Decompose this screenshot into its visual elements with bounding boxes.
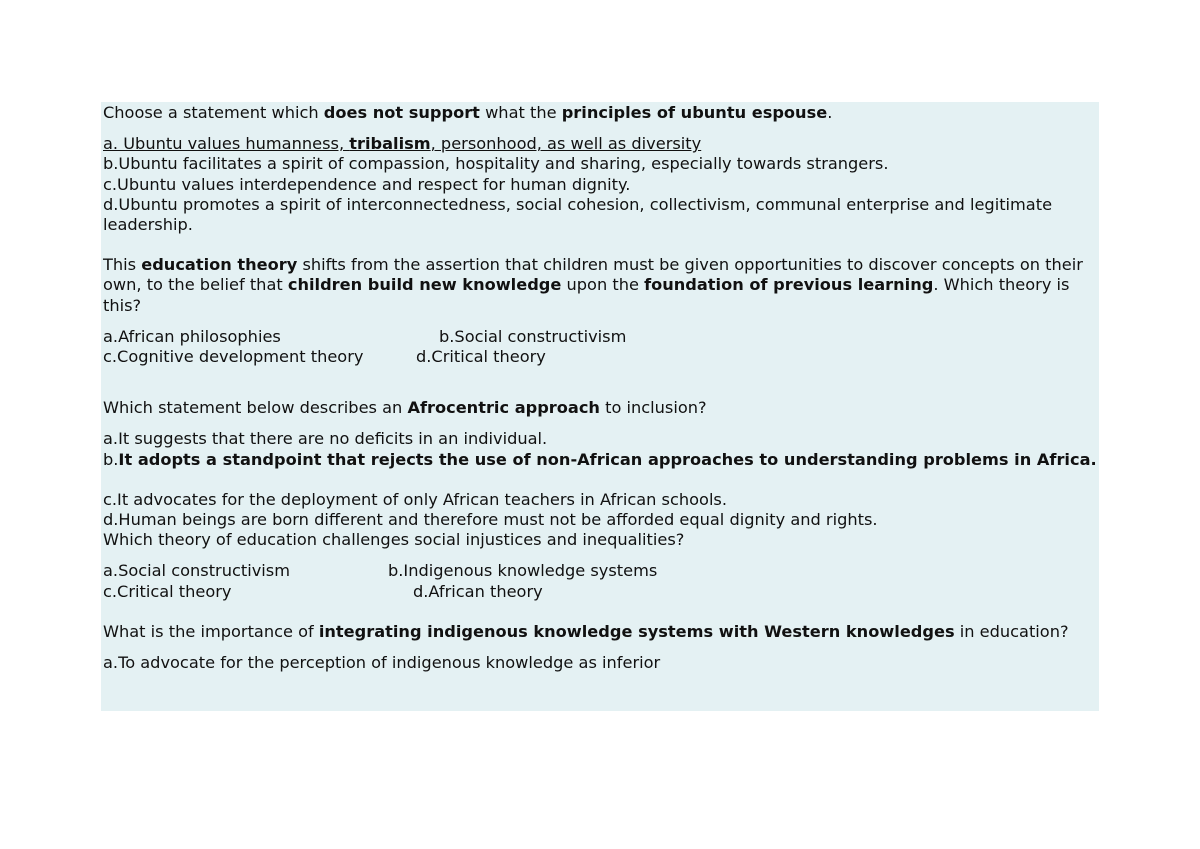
question-content: [103, 103, 1097, 673]
question-2-prompt: [103, 255, 1097, 316]
question-text: to inclusion?: [599, 398, 707, 418]
question-text: .: [827, 103, 833, 122]
question-emphasis: children build new knowledge: [287, 275, 562, 295]
question-3-option-c: c.It advocates for the deployment of only African teachers in African schools.: [103, 489, 728, 509]
option-text: b.: [103, 449, 119, 469]
question-text: in education?: [954, 621, 1069, 641]
question-3-option-a: a.It suggests that there are no deficits in an individual.: [103, 429, 548, 449]
question-emphasis: Afrocentric approach: [407, 398, 600, 418]
question-text: what the: [479, 103, 562, 122]
question-emphasis: foundation of previous learning: [644, 275, 934, 295]
question-1-option-b: b.Ubuntu facilitates a spirit of compassion, hospitality and sharing, especially towards strangers.: [103, 154, 889, 174]
option-text: a. Ubuntu values humanness,: [103, 134, 350, 154]
question-2-option-b: b.Social constructivism: [439, 326, 627, 346]
question-3-prompt: [103, 398, 1097, 418]
question-emphasis: does not support: [323, 103, 480, 122]
question-emphasis: principles of ubuntu espouse: [561, 103, 828, 122]
option-text: , personhood, as well as diversity: [430, 134, 702, 154]
question-4-option-d: d.African theory: [413, 581, 543, 601]
question-2-option-a: a.African philosophies: [103, 326, 281, 346]
question-2-options-row-2: [103, 347, 1097, 367]
question-3-option-b: [103, 450, 1097, 470]
question-1-prompt: [103, 103, 1097, 123]
question-text: . Which theory is this?: [103, 275, 1070, 315]
question-2-options-row-1: [103, 327, 1097, 347]
question-text: This: [103, 255, 142, 275]
question-4-prompt: Which theory of education challenges social injustices and inequalities?: [103, 530, 685, 550]
question-emphasis: education theory: [141, 255, 298, 275]
option-emphasis: It adopts a standpoint that rejects the use of non-African approaches to understanding problems in Africa.: [118, 449, 1097, 469]
question-1-option-a: [103, 134, 1097, 154]
question-1-option-c: c.Ubuntu values interdependence and respect for human dignity.: [103, 174, 631, 194]
question-4-option-c: c.Critical theory: [103, 581, 232, 601]
question-text: shifts from the assertion that children must be given opportunities to discover concepts on their own, to the belief that: [103, 255, 1083, 295]
question-2-option-d: d.Critical theory: [416, 347, 546, 367]
question-4-option-b: b.Indigenous knowledge systems: [388, 561, 658, 581]
question-4-options-row-2: [103, 582, 1097, 602]
question-5-prompt: [103, 622, 1097, 642]
question-text: Choose a statement which: [103, 103, 324, 122]
question-text: upon the: [561, 275, 645, 295]
question-emphasis: integrating indigenous knowledge systems with Western knowledges: [318, 621, 955, 641]
question-text: What is the importance of: [103, 621, 319, 641]
option-emphasis: tribalism: [349, 134, 431, 154]
question-4-options-row-1: [103, 561, 1097, 581]
question-4-option-a: a.Social constructivism: [103, 561, 290, 581]
question-5-option-a: a.To advocate for the perception of indigenous knowledge as inferior: [103, 653, 661, 672]
question-2-option-c: c.Cognitive development theory: [103, 347, 364, 367]
question-text: Which statement below describes an: [103, 398, 408, 418]
question-3-option-d: d.Human beings are born different and therefore must not be afforded equal dignity and rights.: [103, 510, 878, 530]
question-1-option-d: d.Ubuntu promotes a spirit of interconnectedness, social cohesion, collectivism, communal enterprise and legitimate leadership.: [103, 194, 1053, 235]
